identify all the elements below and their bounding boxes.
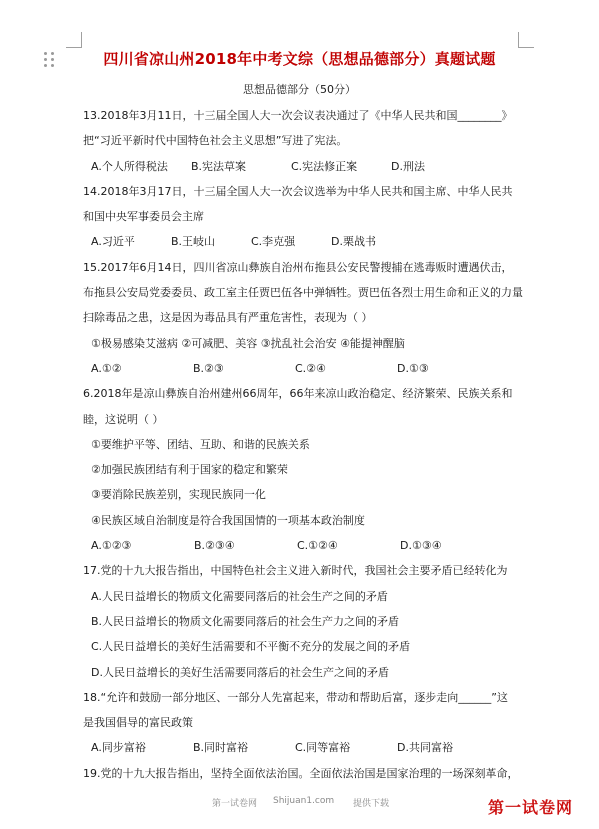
option-c: C.同等富裕 (295, 741, 351, 755)
question-19-stem-line-1: 19.党的十九大报告指出，坚持全面依法治国。全面依法治国是国家治理的一场深刻革命， (83, 766, 519, 780)
document-title: 四川省凉山州2018年中考文综（思想品德部分）真题试题 (103, 50, 496, 68)
option-a: A.①②③ (91, 539, 132, 553)
question-18-stem-line-1: 18.“允许和鼓励一部分地区、一部分人先富起来，带动和帮助后富，逐步走向______”这 (83, 690, 508, 704)
option-a: A.①② (91, 361, 122, 375)
question-14-stem-line-1: 14.2018年3月17日，十三届全国人大一次会议选举为中华人民共和国主席、中华人民共 (83, 184, 513, 198)
option-c: C.宪法修正案 (291, 159, 358, 173)
question-13-stem-line-1: 13.2018年3月11日，十三届全国人大一次会议表决通过了《中华人民共和国________》 (83, 109, 513, 122)
question-15-options (83, 356, 528, 381)
option-a: A.同步富裕 (91, 741, 146, 755)
option-c: C.①②④ (297, 539, 338, 553)
option-b: B.同时富裕 (193, 741, 249, 755)
question-16-options (83, 533, 528, 558)
question-16-stem-line-1: 6.2018年是凉山彝族自治州建州66周年，66年来凉山政治稳定、经济繁荣、民族关系和 (83, 387, 513, 401)
question-15-stem-line-1: 15.2017年6月14日，四川省凉山彝族自治州布拖县公安民警搜捕在逃毒贩时遭遇伏击， (83, 260, 513, 274)
question-18-stem-line-2: 是我国倡导的富民政策 (83, 716, 193, 730)
option-b: B.王岐山 (171, 235, 216, 249)
question-13-stem-line-2: 把“习近平新时代中国特色社会主义思想”写进了宪法。 (83, 134, 348, 148)
option-a: A.习近平 (91, 235, 135, 249)
watermark-logo: 第一试卷网 (488, 798, 574, 817)
question-16-statement-2: ②加强民族团结有利于国家的稳定和繁荣 (91, 463, 288, 477)
question-17-option-a: A.人民日益增长的物质文化需要同落后的社会生产之间的矛盾 (91, 589, 388, 603)
question-17-option-c: C.人民日益增长的美好生活需要和不平衡不充分的发展之间的矛盾 (91, 640, 411, 654)
question-17-stem: 17.党的十九大报告指出，中国特色社会主义进入新时代，我国社会主要矛盾已经转化为 (83, 564, 508, 578)
option-b: B.②③④ (194, 539, 235, 553)
question-15-stem-line-2: 布拖县公安局党委委员、政工室主任贾巴伍各中弹牺牲。贾巴伍各烈士用生命和正义的力量 (83, 286, 523, 300)
question-17-option-b: B.人民日益增长的物质文化需要同落后的社会生产力之间的矛盾 (91, 614, 400, 628)
page-corner-mark-top-left (66, 32, 82, 48)
option-b: B.②③ (193, 361, 224, 375)
document-body (83, 103, 528, 786)
question-16-statement-1: ①要维护平等、团结、互助、和谐的民族关系 (91, 437, 310, 451)
question-14-stem-line-2: 和国中央军事委员会主席 (83, 210, 204, 224)
question-16-stem-line-2: 睦，这说明（ ） (83, 412, 164, 426)
option-b: B.宪法草案 (191, 159, 247, 173)
option-d: D.刑法 (391, 159, 425, 173)
section-subtitle: 思想品德部分（50分） (243, 83, 356, 96)
page-corner-mark-top-right (518, 32, 534, 48)
question-16-statement-3: ③要消除民族差别，实现民族同一化 (91, 488, 266, 502)
footer-download-text: 提供下载 (353, 799, 390, 809)
footer-site-url[interactable]: Shijuan1.com (273, 796, 335, 806)
option-d: D.共同富裕 (397, 741, 453, 755)
question-14-options (83, 229, 528, 254)
question-16-statement-4: ④民族区域自治制度是符合我国国情的一项基本政治制度 (91, 513, 365, 527)
question-13-options (83, 154, 528, 179)
option-a: A.个人所得税法 (91, 159, 168, 173)
question-17-option-d: D.人民日益增长的美好生活需要同落后的社会生产之间的矛盾 (91, 665, 389, 679)
option-d: D.①③ (397, 361, 429, 375)
question-18-options (83, 735, 528, 760)
option-c: C.②④ (295, 361, 326, 375)
option-d: D.①③④ (400, 539, 442, 553)
option-c: C.李克强 (251, 235, 296, 249)
footer-site-name: 第一试卷网 (212, 799, 258, 809)
option-d: D.栗战书 (331, 235, 376, 249)
question-15-statements: ①极易感染艾滋病 ②可减肥、美容 ③扰乱社会治安 ④能提神醒脑 (91, 336, 405, 350)
question-15-stem-line-3: 扫除毒品之患，这是因为毒品具有严重危害性，表现为（ ） (83, 311, 373, 325)
